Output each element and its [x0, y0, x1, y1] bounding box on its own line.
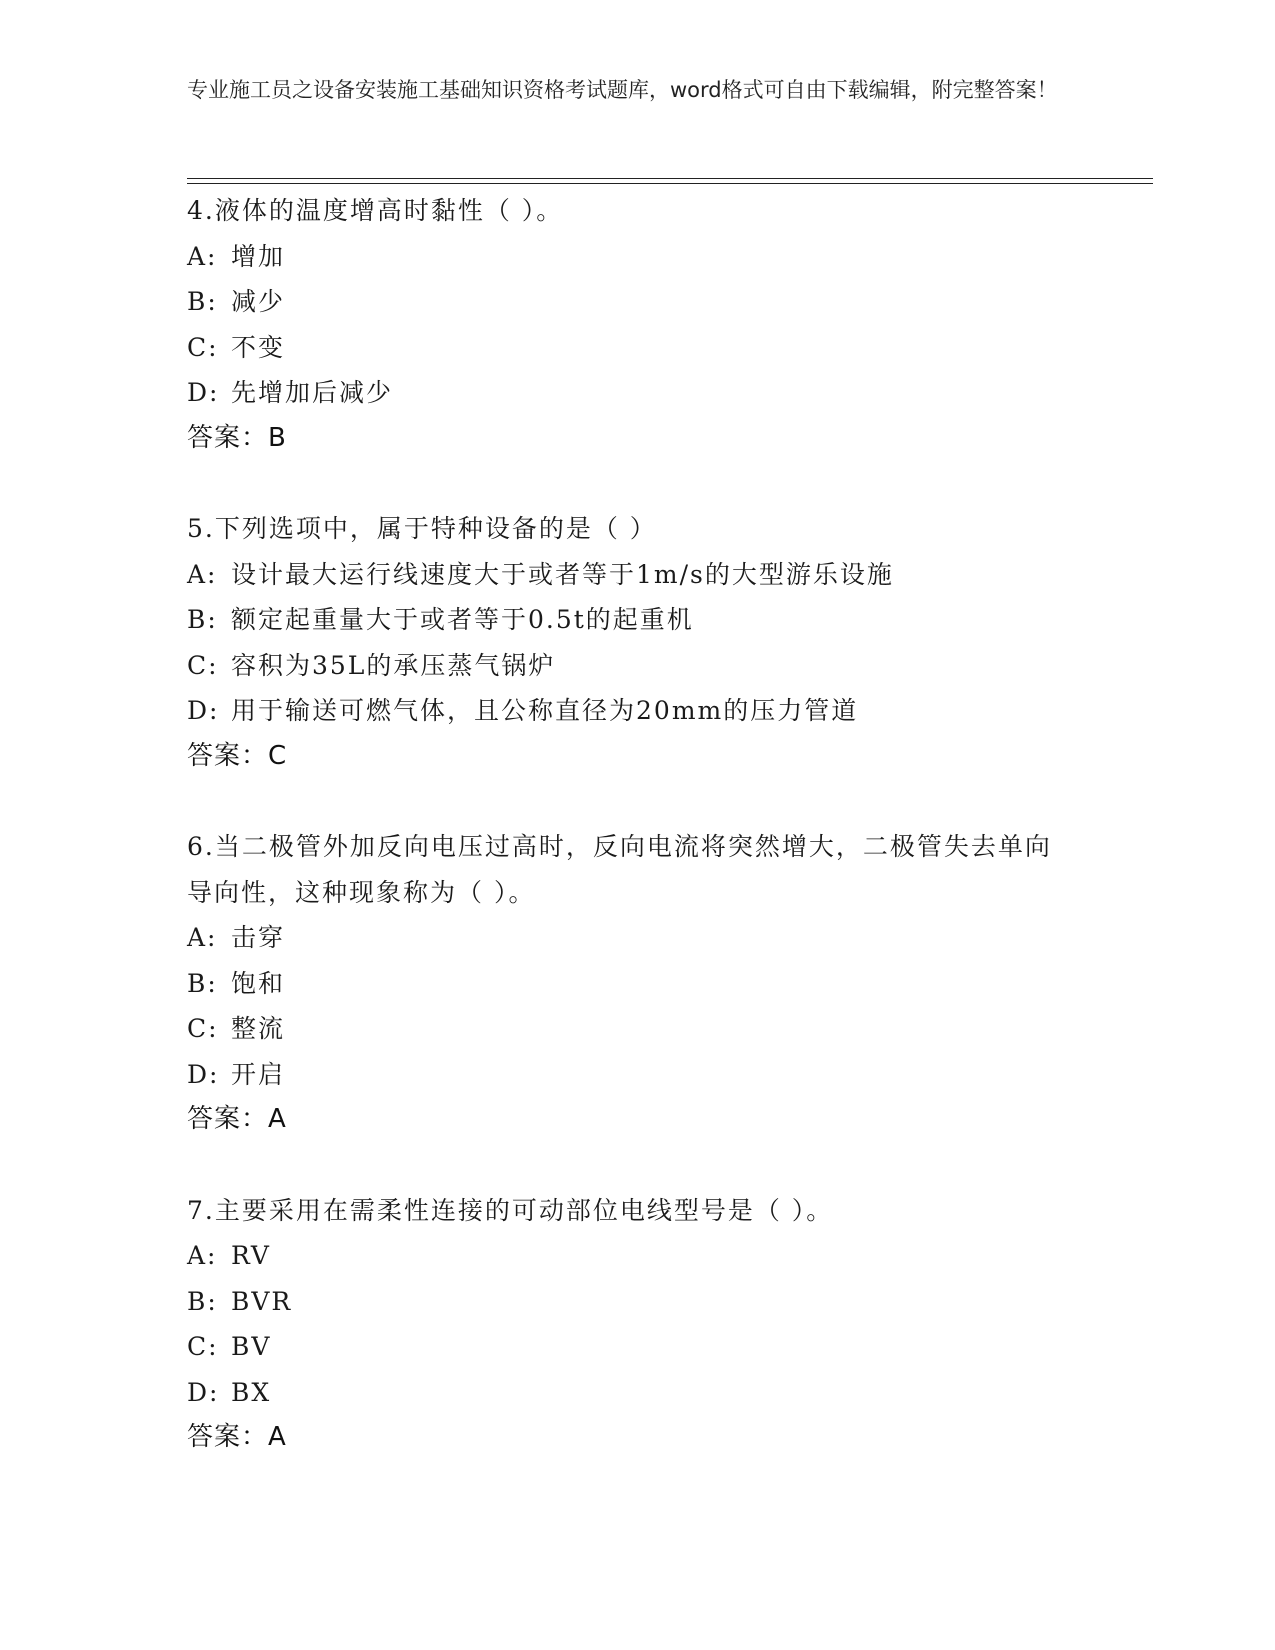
option-letter: C:: [187, 1014, 219, 1043]
option-d: [187, 1052, 1153, 1098]
option-a: [187, 234, 1153, 280]
option-letter: D:: [187, 1377, 220, 1407]
option-text: 饱和: [231, 968, 286, 998]
question-stem: 5.下列选项中，属于特种设备的是（ ）: [187, 514, 657, 543]
option-letter: A:: [187, 1241, 218, 1270]
option-letter: B:: [187, 605, 218, 634]
option-text: 击穿: [231, 923, 286, 952]
option-a: [187, 552, 1153, 598]
answer-line: 答案：B: [187, 422, 287, 453]
option-letter: D:: [187, 378, 220, 407]
option-text: 开启: [231, 1059, 286, 1089]
option-text: 设计最大运行线速度大于或者等于1m/s的大型游乐设施: [231, 559, 894, 589]
answer-line: 答案：A: [187, 1422, 287, 1452]
option-letter: B:: [187, 968, 218, 998]
option-c: [187, 643, 1153, 689]
option-text: 增加: [231, 241, 286, 271]
option-text: 整流: [231, 1014, 286, 1043]
question-list: [187, 188, 1153, 1506]
option-d: [187, 688, 1153, 734]
option-b: [187, 597, 1153, 643]
answer-line: 答案：A: [187, 1104, 287, 1134]
option-text: 减少: [231, 287, 286, 316]
option-c: [187, 1324, 1153, 1370]
option-c: [187, 1006, 1153, 1052]
option-letter: D:: [187, 1059, 220, 1089]
answer-line: 答案：C: [187, 740, 288, 771]
option-letter: B:: [187, 287, 218, 316]
option-text: 额定起重量大于或者等于0.5t的起重机: [231, 605, 694, 634]
option-a: [187, 915, 1153, 961]
header-divider-bottom: [187, 183, 1153, 184]
header-divider-top: [187, 178, 1153, 179]
option-text: 容积为35L的承压蒸气锅炉: [231, 650, 556, 680]
option-letter: B:: [187, 1286, 218, 1316]
question-stem: 4.液体的温度增高时黏性（ ）。: [187, 196, 564, 225]
option-text: BV: [231, 1332, 272, 1361]
option-text: BX: [231, 1377, 272, 1407]
question-5: [187, 506, 1153, 779]
question-stem: 7.主要采用在需柔性连接的可动部位电线型号是（ ）。: [187, 1195, 834, 1225]
option-letter: A:: [187, 241, 218, 271]
question-6: [187, 824, 1153, 1143]
option-a: [187, 1233, 1153, 1279]
question-4: [187, 188, 1153, 461]
document-header: 专业施工员之设备安装施工基础知识资格考试题库，word格式可自由下载编辑，附完整答案！: [187, 78, 1058, 102]
option-text: 先增加后减少: [231, 378, 394, 407]
option-b: [187, 1279, 1153, 1325]
option-text: 用于输送可燃气体，且公称直径为20mm的压力管道: [231, 696, 859, 725]
option-d: [187, 1370, 1153, 1416]
option-text: RV: [231, 1241, 271, 1270]
option-text: 不变: [231, 332, 286, 362]
option-letter: A:: [187, 559, 218, 589]
option-c: [187, 325, 1153, 371]
option-b: [187, 279, 1153, 325]
option-letter: C:: [187, 650, 219, 680]
option-letter: C:: [187, 332, 219, 362]
option-letter: D:: [187, 696, 220, 725]
option-b: [187, 961, 1153, 1007]
option-d: [187, 370, 1153, 416]
option-text: BVR: [231, 1286, 293, 1316]
question-stem: 6.当二极管外加反向电压过高时，反向电流将突然增大，二极管失去单向导向性，这种现象称为（ ）。: [187, 832, 1052, 907]
option-letter: A:: [187, 923, 218, 952]
option-letter: C:: [187, 1332, 219, 1361]
question-7: [187, 1188, 1153, 1461]
